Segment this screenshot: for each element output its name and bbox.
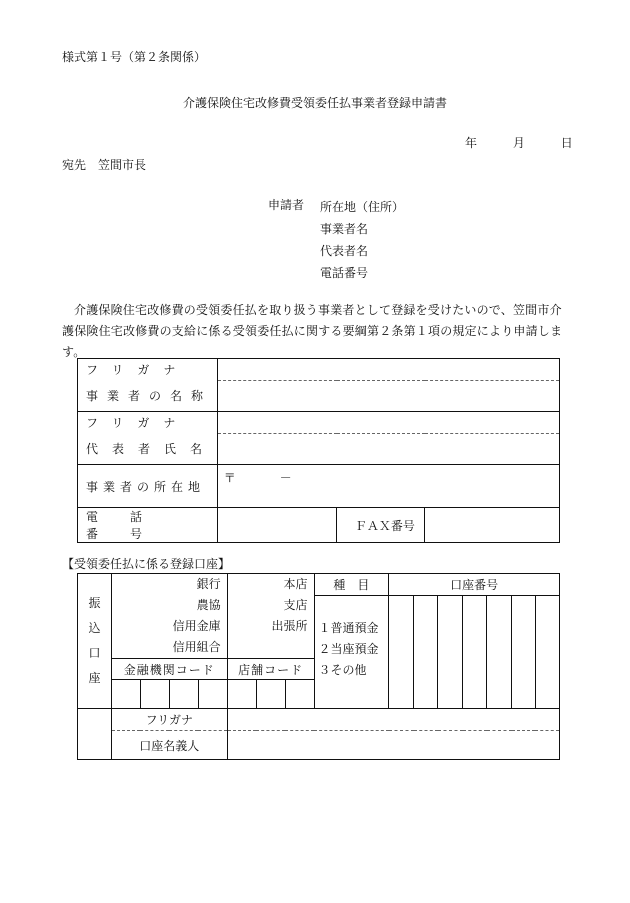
- application-statement: 介護保険住宅改修費の受領委任払を取り扱う事業者として登録を受けたいので、笠間市介護保険住宅改修費の支給に係る受領委任払に関する要綱第２条第１項の規定により申請します。: [62, 303, 563, 359]
- institution-code-digit-4[interactable]: [198, 680, 227, 709]
- applicant-fields: [320, 196, 404, 284]
- account-digit-2[interactable]: [414, 596, 438, 709]
- branch-code-digit-3[interactable]: [285, 680, 314, 709]
- branch-type-office: 出張所: [271, 619, 308, 633]
- phone-label: 電話番号: [78, 508, 218, 543]
- account-digit-5[interactable]: [487, 596, 512, 709]
- bank-section-caption: 【受領委任払に係る登録口座】: [62, 557, 231, 571]
- business-address-label: 事業者の所在地: [78, 465, 218, 508]
- registration-table: [77, 358, 560, 543]
- postal-dash: －: [279, 471, 292, 485]
- representative-furigana-field[interactable]: [217, 412, 559, 434]
- date-month: 月: [512, 136, 525, 150]
- institution-code-digit-2[interactable]: [140, 680, 169, 709]
- account-digit-1[interactable]: [389, 596, 414, 709]
- branch-type-cell: [227, 574, 314, 659]
- bank-account-table: [77, 573, 560, 760]
- account-holder-label: 口座名義人: [111, 731, 227, 760]
- furigana-label: フリガナ: [78, 359, 218, 381]
- date-day: 日: [560, 136, 573, 150]
- applicant-representative-label: 代表者名: [320, 244, 369, 258]
- applicant-business-name-label: 事業者名: [320, 222, 369, 236]
- phone-field[interactable]: [217, 508, 337, 543]
- institution-type-ja: 農協: [196, 598, 221, 612]
- branch-code-digit-2[interactable]: [256, 680, 285, 709]
- institution-type-cell: [111, 574, 227, 659]
- account-holder-field[interactable]: [227, 731, 559, 760]
- account-type-header: 種 目: [314, 574, 389, 596]
- branch-code-digit-1[interactable]: [227, 680, 256, 709]
- business-furigana-field[interactable]: [217, 359, 559, 381]
- form-number: 様式第１号（第２条関係）: [62, 50, 207, 64]
- account-type-options[interactable]: [314, 596, 389, 709]
- holder-furigana-label: フリガナ: [111, 709, 227, 731]
- form-title: 介護保険住宅改修費受領委任払事業者登録申請書: [182, 96, 447, 110]
- branch-code-label: 店舗コード: [227, 659, 314, 680]
- institution-code-digit-3[interactable]: [169, 680, 198, 709]
- business-address-field[interactable]: [217, 465, 559, 508]
- account-digit-6[interactable]: [512, 596, 536, 709]
- business-name-field[interactable]: [217, 381, 559, 412]
- account-type-ordinary: １普通預金: [318, 621, 379, 635]
- business-name-label: 事業者の名称: [78, 381, 218, 412]
- institution-code-label: 金融機関コード: [111, 659, 227, 680]
- side-label-continued-2: [78, 731, 112, 760]
- representative-name-field[interactable]: [217, 434, 559, 465]
- applicant-label: 申請者: [268, 198, 305, 212]
- account-digit-4[interactable]: [463, 596, 487, 709]
- institution-type-shinkin: 信用金庫: [172, 619, 221, 633]
- fax-field[interactable]: [425, 508, 560, 543]
- institution-type-shinkumi: 信用組合: [172, 640, 221, 654]
- account-type-current: ２当座預金: [318, 642, 379, 656]
- account-number-header: 口座番号: [389, 574, 560, 596]
- institution-code-digit-1[interactable]: [111, 680, 140, 709]
- applicant-phone-label: 電話番号: [320, 266, 369, 280]
- account-digit-7[interactable]: [535, 596, 559, 709]
- representative-name-label: 代表者氏名: [78, 434, 218, 465]
- transfer-account-side-label: 振 込 口 座: [78, 574, 112, 709]
- fax-label: ＦＡＸ番号: [337, 508, 425, 543]
- branch-type-main: 本店: [283, 577, 308, 591]
- branch-type-branch: 支店: [283, 598, 308, 612]
- account-digit-3[interactable]: [438, 596, 463, 709]
- addressee: 宛先 笠間市長: [62, 158, 147, 172]
- postal-mark: 〒: [223, 471, 236, 485]
- furigana-label-2: フリガナ: [78, 412, 218, 434]
- side-label-continued: [78, 709, 112, 731]
- applicant-address-label: 所在地（住所）: [320, 200, 405, 214]
- institution-type-bank: 銀行: [196, 577, 221, 591]
- date-year: 年: [465, 136, 478, 150]
- holder-furigana-field[interactable]: [227, 709, 559, 731]
- account-type-other: ３その他: [318, 663, 367, 677]
- date-line: [465, 134, 573, 151]
